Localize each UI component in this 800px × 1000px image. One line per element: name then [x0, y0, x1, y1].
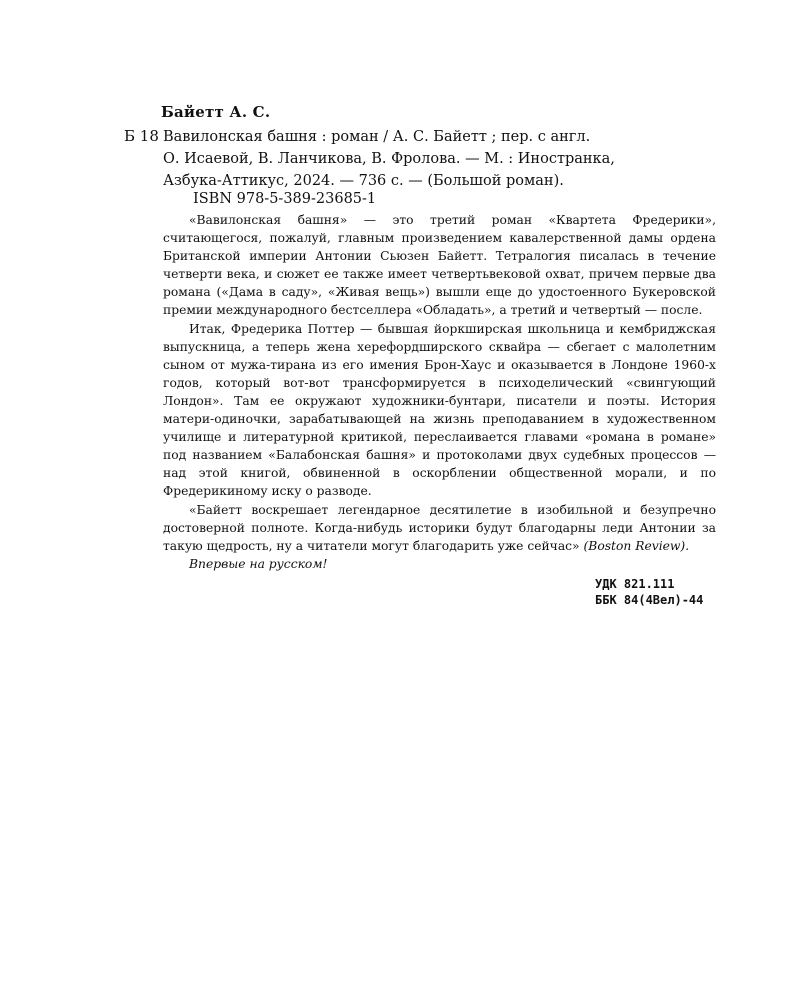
annotation-paragraph-2: Итак, Фредерика Поттер — бывшая йоркширская школьница и кембриджская выпускница, а теперь жена херефордширского сквайра — сбегает с малолетним сыном от мужа-тирана из его имения Брон-Хаус и оказывается в Лондоне 1960-х годов, который вот-вот трансформируется в психоделический «свингующий Лондон». Там ее окружают художники-бунтари, писатели и поэты. История матери-одиночки, зарабатывающей на жизнь преподаванием в художественном училище и литературной критикой, переслаивается главами «романа в романе» под названием «Балабонская башня» и протоколами двух судебных процессов — над этой книгой, обвиненной в оскорблении общественной морали, и по Фредерикиному иску о разводе.: [163, 321, 716, 499]
annotation-paragraph-1: «Вавилонская башня» — это третий роман «Квартета Фредерики», считающегося, пожалуй, главным произведением кавалерственной дамы ордена Британской империи Антонии Сьюзен Байетт. Тетралогия писалась в течение четверти века, и сюжет ее также имеет четвертьвековой охват, причем первые два романа («Дама в саду», «Живая вещь») вышли еще до удостоенного Букеровской премии международного бестселлера «Обладать», а третий и четвертый — после.: [163, 213, 716, 318]
bib-line-publisher: Азбука-Аттикус, 2024. — 736 с. — (Большой роман).: [163, 173, 564, 189]
isbn: ISBN 978-5-389-23685-1: [193, 191, 377, 207]
author-heading: Байетт А. С.: [161, 103, 271, 121]
classification-codes: [595, 576, 703, 608]
bibliographic-description: [163, 126, 715, 192]
first-in-russian-note: Впервые на русском!: [189, 556, 328, 571]
annotation-quote: [163, 501, 716, 555]
annotation: [163, 211, 716, 573]
bbk-code: ББК 84(4Вел)-44: [595, 593, 704, 607]
author-cipher: Б 18: [124, 127, 159, 145]
bib-line-title: Вавилонская башня : роман / А. С. Байетт ; пер. с англ.: [163, 129, 591, 145]
bib-line-translators: О. Исаевой, В. Ланчикова, В. Фролова. — М. : Иностранка,: [163, 151, 615, 167]
quote-source: (Boston Review).: [583, 538, 690, 553]
quote-text: «Байетт воскрешает легендарное десятилетие в изобильной и безупречно достоверной полноте. Когда-нибудь историки будут благодарны леди Антонии за такую щедрость, ну а читатели могут благодарить уже сейчас»: [163, 502, 716, 553]
udk-code: УДК 821.111: [595, 577, 675, 591]
